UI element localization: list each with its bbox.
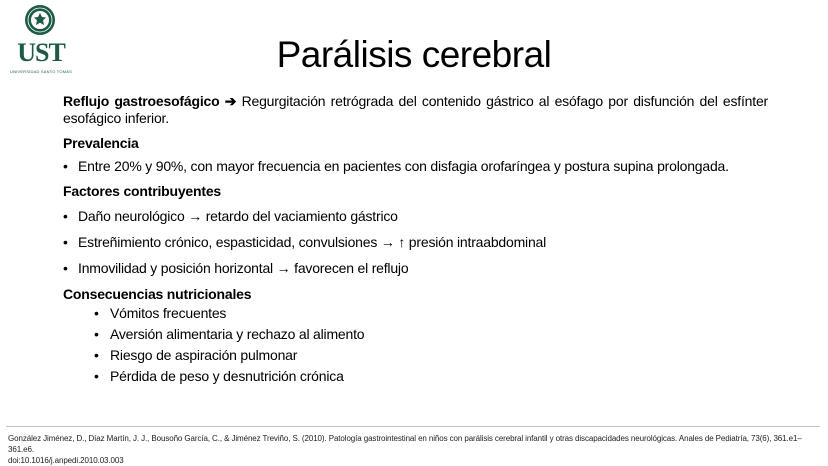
list-item: • Daño neurológico → retardo del vaciamiento gástrico (63, 208, 768, 225)
university-seal-icon (24, 4, 56, 36)
intro-term: Reflujo gastroesofágico (63, 93, 220, 109)
arrow-icon: ➔ (224, 93, 237, 109)
logo-wordmark: UST (17, 38, 65, 67)
factores-list (63, 208, 768, 277)
list-item: • Aversión alimentaria y rechazo al alimento (63, 324, 768, 345)
consecuencias-list (63, 303, 768, 387)
list-item: • Vómitos frecuentes (63, 303, 768, 324)
logo-subtitle: UNIVERSIDAD SANTO TOMÁS (10, 69, 72, 74)
footer-divider (6, 426, 820, 427)
reference-doi: doi:10.1016/j.anpedi.2010.03.003 (8, 456, 124, 465)
list-item: • Riesgo de aspiración pulmonar (63, 345, 768, 366)
section-heading-prevalencia: Prevalencia (63, 135, 139, 151)
list-item: • Estreñimiento crónico, espasticidad, convulsiones → ↑ presión intraabdominal (63, 234, 768, 251)
reference-line: González Jiménez, D., Díaz Martín, J. J., Bousoño García, C., & Jiménez Treviño, S. (2010). Patología gastrointestinal en niños con parálisis cerebral infantil y otras discapacidades neurológicas. Anales de Pediatría, 73(6), 361.e1–361.e6. (8, 434, 802, 454)
intro-paragraph (63, 93, 768, 127)
list-item: • Pérdida de peso y desnutrición crónica (63, 366, 768, 387)
prevalencia-list (63, 158, 768, 175)
list-item: • Inmovilidad y posición horizontal → favorecen el reflujo (63, 260, 768, 277)
section-heading-consecuencias: Consecuencias nutricionales (63, 286, 252, 302)
reference-citation (8, 433, 824, 466)
slide-content (63, 93, 768, 387)
intro-text: Regurgitación retrógrada del contenido gástrico al esófago por disfunción del esfínter esofágico inferior. (63, 93, 768, 126)
section-heading-factores: Factores contribuyentes (63, 183, 221, 199)
page-title: Parálisis cerebral (276, 34, 552, 75)
list-item: • Entre 20% y 90%, con mayor frecuencia en pacientes con disfagia orofaríngea y postura supina prolongada. (63, 158, 768, 175)
